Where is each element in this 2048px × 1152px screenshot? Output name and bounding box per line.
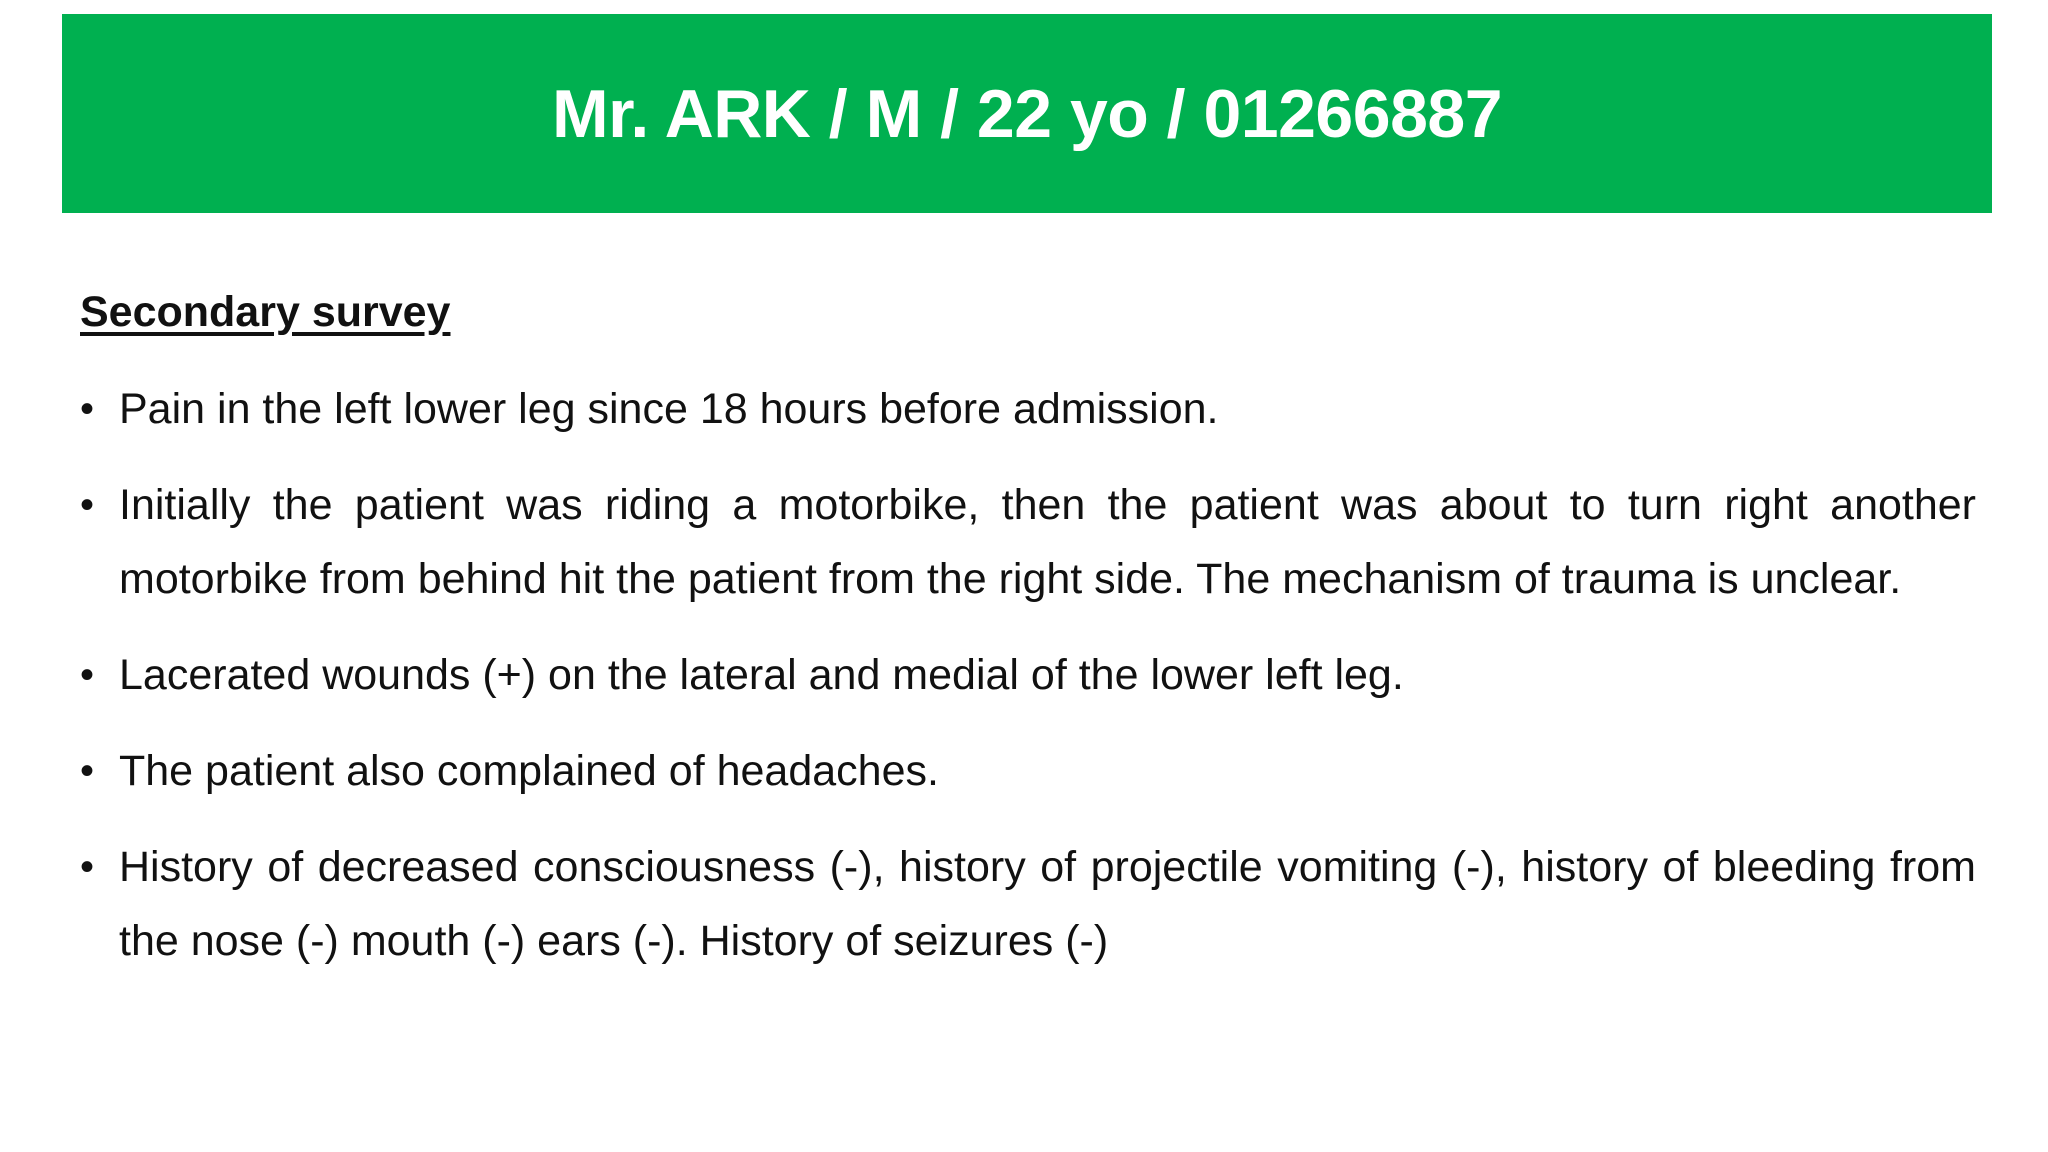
bullet-item [80, 734, 1976, 808]
patient-title: Mr. ARK / M / 22 yo / 01266887 [551, 75, 1503, 152]
bullet-text: Initially the patient was riding a motorbike, then the patient was about to turn right another motorbike from behind hit the patient from the right side. The mechanism of trauma is unclear. [119, 481, 1976, 603]
bullet-item [80, 372, 1976, 446]
bullet-icon: • [80, 749, 95, 793]
section-heading: Secondary survey [80, 288, 451, 336]
bullet-item [80, 830, 1976, 978]
bullet-icon: • [80, 483, 95, 527]
bullet-text: History of decreased consciousness (-), history of projectile vomiting (-), history of bleeding from the nose (-) mouth (-) ears (-). History of seizures (-) [119, 843, 1976, 965]
bullet-icon: • [80, 845, 95, 889]
slide-content [80, 282, 1976, 1000]
bullet-list [80, 372, 1976, 978]
bullet-item [80, 638, 1976, 712]
bullet-text: Pain in the left lower leg since 18 hours before admission. [119, 385, 1219, 433]
bullet-icon: • [80, 387, 95, 431]
bullet-text: Lacerated wounds (+) on the lateral and medial of the lower left leg. [119, 651, 1404, 699]
header-bar [62, 14, 1992, 213]
bullet-item [80, 468, 1976, 616]
bullet-text: The patient also complained of headaches. [119, 747, 939, 795]
bullet-icon: • [80, 653, 95, 697]
